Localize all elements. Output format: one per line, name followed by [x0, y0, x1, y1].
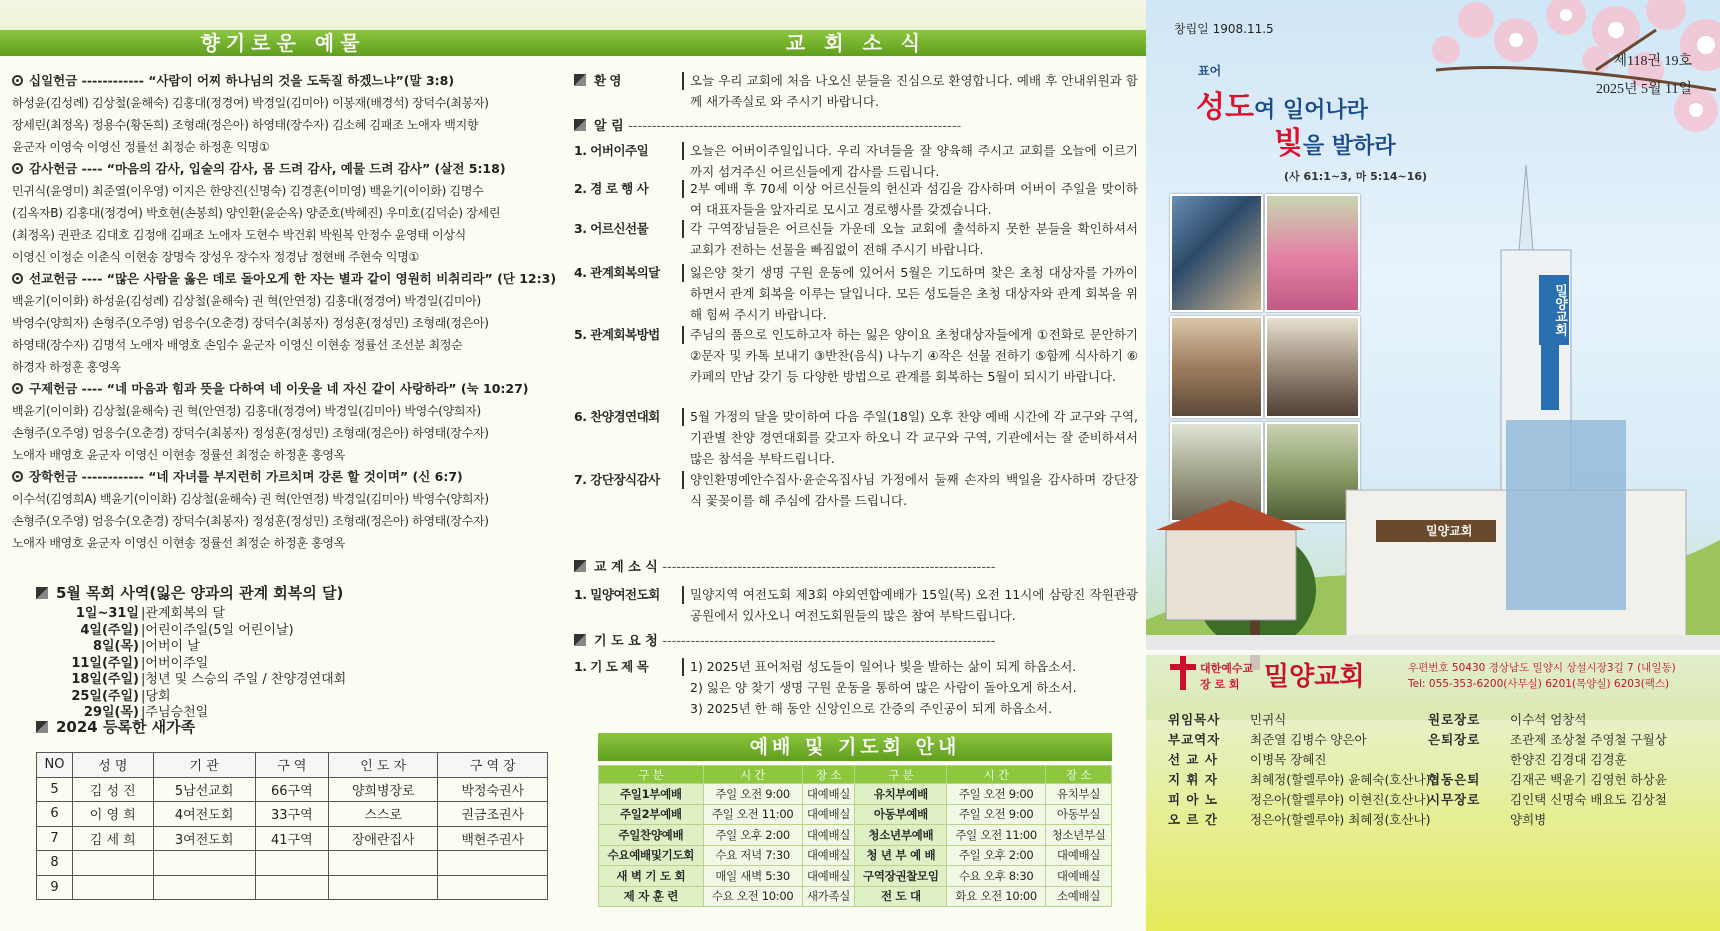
- notice-label: 4. 관계회복의달: [574, 265, 660, 280]
- table-cell: [438, 875, 548, 900]
- staff-row: [1428, 730, 1667, 750]
- denomination: 대한예수교 장 로 회: [1200, 662, 1254, 691]
- table-cell: 33구역: [255, 802, 328, 827]
- table-row: [599, 886, 1112, 907]
- table-header: 인 도 자: [328, 753, 438, 778]
- table-row: [37, 826, 548, 851]
- table-cell: 청소년부예배: [855, 825, 947, 846]
- table-row: [599, 804, 1112, 825]
- schedule-row: [36, 689, 346, 706]
- circle-bullet-icon: [12, 383, 23, 394]
- staff-names: 김재곤 백윤기 김영헌 하상윤: [1510, 772, 1667, 787]
- notice-text: 오늘은 어버이주일입니다. 우리 자녀들을 잘 양육해 주시고 교회를 오늘에 이르기까지 섬겨주신 어르신들에게 감사를 드립니다.: [690, 143, 1138, 179]
- schedule-date: 18일(주일): [71, 672, 139, 687]
- table-cell: 김 세 희: [72, 826, 153, 851]
- table-cell: 스스로: [328, 802, 438, 827]
- offering-names: 노애자 배영호 윤군자 이영신 이현송 정률선 최정순 하정훈 홍영옥: [12, 448, 346, 462]
- notice-item: [574, 140, 1138, 182]
- staff-role: 지 휘 자: [1168, 772, 1218, 787]
- offering-names: 민귀식(윤영미) 최준열(이우영) 이지은 한양진(신명숙) 김경훈(이미영) 백윤기(이이화) 김명수: [12, 184, 484, 198]
- staff-row: [1168, 770, 1430, 790]
- offering-names: 백윤기(이이화) 하성윤(김성례) 김상철(윤해숙) 권 혁(안연정) 김홍대(정경여) 박경일(김미아): [12, 294, 481, 308]
- staff-names: 최혜정(할렐루야) 윤혜숙(호산나): [1250, 772, 1431, 787]
- table-header: 장 소: [802, 766, 855, 784]
- offering-heading: 구제헌금 ---- “네 마음과 힘과 뜻을 다하여 네 이웃을 네 자신 같이 사랑하라” (눅 10:27): [12, 378, 556, 400]
- table-header: 시 간: [703, 766, 802, 784]
- staff-row: [1168, 790, 1430, 810]
- offering-names: (최정옥) 권판조 김대호 김정애 김패조 노애자 도현수 박건휘 박원복 안정수 윤영태 이상식: [12, 228, 466, 242]
- staff-names: 양희병: [1510, 812, 1547, 827]
- offering-names: 이수석(김영희A) 백윤기(이이화) 김상철(윤해숙) 권 혁(안연정) 박경일(김미아) 박영수(양희자): [12, 492, 489, 506]
- table-cell: [438, 851, 548, 876]
- schedule-sep: |: [141, 622, 146, 638]
- table-cell: 주일 오전 11:00: [947, 825, 1046, 846]
- table-cell: [72, 875, 153, 900]
- table-cell: 주일찬양예배: [599, 825, 704, 846]
- motto-verse: (사 61:1~3, 마 5:14~16): [1284, 170, 1428, 183]
- table-cell: 주일 오후 2:00: [703, 825, 802, 846]
- table-cell: 백현주권사: [438, 826, 548, 851]
- notice-item: [574, 178, 1138, 220]
- schedule-row: [36, 656, 346, 673]
- staff-names: 김인택 신명숙 배요도 김상철: [1510, 792, 1667, 807]
- table-cell: 유치부예배: [855, 784, 947, 805]
- table-cell: 청소년부실: [1046, 825, 1112, 846]
- table-cell: 구역장권찰모임: [855, 866, 947, 887]
- table-cell: 수요 오전 10:00: [703, 886, 802, 907]
- notice-item: [574, 324, 1138, 387]
- table-cell: 7: [37, 826, 73, 851]
- staff-list-right: [1428, 710, 1667, 830]
- notice-heading: 알 림 -----------------------------------------------------------------------: [574, 117, 1138, 137]
- motto-label: 표어: [1198, 64, 1222, 78]
- notice-label: 2. 경 로 행 사: [574, 181, 649, 196]
- offering-names: 손형주(오주영) 엄응수(오춘경) 장덕수(최봉자) 정성훈(정성민) 조형래(정은아) 하영태(장수자): [12, 514, 489, 528]
- table-cell: [255, 875, 328, 900]
- table-row: [37, 851, 548, 876]
- table-cell: 전 도 대: [855, 886, 947, 907]
- table-cell: 이 영 희: [72, 802, 153, 827]
- staff-row: [1168, 710, 1430, 730]
- offering-names: 하성윤(김성례) 김상철(윤해숙) 김홍대(정경여) 박경일(김미아) 이봉재(배경석) 장덕수(최봉자): [12, 96, 489, 110]
- table-cell: 주일 오전 9:00: [947, 804, 1046, 825]
- offering-heading: 십일헌금 ------------ “사람이 어찌 하나님의 것을 도둑질 하겠느냐”(말 3:8): [12, 70, 556, 92]
- notice-label: 7. 강단장식감사: [574, 472, 660, 487]
- offering-names: 손형주(오주영) 엄응수(오춘경) 장덕수(최봉자) 정성훈(정성민) 조형래(정은아) 하영태(장수자): [12, 426, 489, 440]
- offering-heading: 장학헌금 ------------ “네 자녀를 부지런히 가르치며 강론 할 것이며” (신 6:7): [12, 466, 556, 488]
- church-building-illustration: [1146, 160, 1720, 720]
- schedule-event: 어버이 날: [145, 639, 200, 654]
- table-cell: 주일 오전 9:00: [947, 784, 1046, 805]
- table-cell: 대예배실: [802, 825, 855, 846]
- offerings-panel: [0, 0, 566, 931]
- founded-date: 창립일 1908.11.5: [1174, 22, 1274, 36]
- table-cell: 화요 오전 10:00: [947, 886, 1046, 907]
- schedule-date: 25일(주일): [71, 688, 139, 704]
- notice-text: 2부 예배 후 70세 이상 어르신들의 헌신과 섬김을 감사하며 어버이 주일을 맞이하여 대표자들을 앞자리로 모시고 경로행사를 갖겠습니다.: [690, 181, 1138, 217]
- staff-row: [1428, 810, 1667, 830]
- schedule-sep: |: [141, 705, 146, 720]
- table-cell: 5: [37, 777, 73, 802]
- table-cell: 9: [37, 875, 73, 900]
- table-cell: [72, 851, 153, 876]
- prayer-row: 1. 기 도 제 목 1) 2025년 표어처럼 성도들이 일어나 빛을 발하는 삶이 되게 하옵소서. 2) 잃은 양 찾기 생명 구원 운동을 통하여 많은 사람이 돌아오게 하소서. 3) 2025년 한 해 동안 신앙인으로 간증의 주인공이 되게 하옵소서.: [574, 659, 1077, 716]
- square-bullet-icon: [574, 560, 586, 572]
- notice-text: 양인환명예안수집사·윤순옥집사님 가정에서 둘째 손자의 백일을 감사하며 강단장식 꽃꽂이를 해 주심에 감사를 드립니다.: [690, 472, 1138, 508]
- schedule-row: [36, 606, 346, 623]
- table-header: 구 분: [599, 766, 704, 784]
- square-bullet-icon: [36, 587, 48, 599]
- table-cell: 3여전도회: [153, 826, 255, 851]
- schedule-date: 11일(주일): [71, 655, 139, 671]
- notice-text: 주님의 품으로 인도하고자 하는 잃은 양이요 초청대상자들에게 ①전화로 문안하기 ②문자 및 카톡 보내기 ③반찬(음식) 나누기 ④작은 선물 전하기 ⑤함께 식사하기 ⑥카페의 만남 갖기 등 다양한 방법으로 관계를 회복하는 5월이 되시기 바랍니다.: [690, 327, 1138, 384]
- table-header: 성 명: [72, 753, 153, 778]
- welcome-text: 오늘 우리 교회에 처음 나오신 분들을 진심으로 환영합니다. 예배 후 안내위원과 함께 새가족실로 와 주시기 바랍니다.: [690, 73, 1138, 109]
- notice-item: [574, 218, 1138, 260]
- table-cell: 장애란집사: [328, 826, 438, 851]
- table-header: 구 역: [255, 753, 328, 778]
- table-cell: [153, 875, 255, 900]
- schedule-sep: |: [141, 688, 146, 704]
- offering-names: 박영수(양희자) 손형주(오주영) 엄응수(오춘경) 장덕수(최봉자) 정성훈(정성민) 조형래(정은아): [12, 316, 489, 330]
- table-cell: 아동부실: [1046, 804, 1112, 825]
- motto-line-2: 빛을 발하라: [1274, 126, 1396, 161]
- schedule-event: 어린이주일(5일 어린이날): [145, 622, 294, 638]
- table-cell: 수요예배및기도회: [599, 845, 704, 866]
- schedule-sep: |: [141, 639, 146, 654]
- staff-names: 정은아(할렐루야) 이현진(호산나): [1250, 792, 1431, 807]
- staff-role: 피 아 노: [1168, 792, 1218, 807]
- table-cell: 매일 새벽 5:30: [703, 866, 802, 887]
- cover-panel: [1146, 0, 1720, 931]
- table-cell: [153, 851, 255, 876]
- table-header: 기 관: [153, 753, 255, 778]
- table-header: NO: [37, 753, 73, 778]
- table-cell: 대예배실: [802, 866, 855, 887]
- offering-names: 하영태(장수자) 김명석 노애자 배영호 손임수 윤군자 이영신 이현송 정률선 조선분 최정순: [12, 338, 463, 352]
- table-cell: 청 년 부 예 배: [855, 845, 947, 866]
- staff-role: [1428, 750, 1510, 770]
- offering-names: 하경자 하정훈 홍영옥: [12, 360, 121, 374]
- news-title: 교 회 소 식: [785, 31, 927, 55]
- tower-sign: 밀양교회: [1539, 275, 1569, 345]
- table-cell: 8: [37, 851, 73, 876]
- staff-role: 부교역자: [1168, 732, 1221, 747]
- staff-names: 최준열 김병수 양은아: [1250, 732, 1367, 747]
- table-row: [599, 845, 1112, 866]
- offerings-title: 향기로운 예물: [200, 31, 366, 55]
- may-schedule-title: 5월 목회 사역(잃은 양과의 관계 회복의 달): [36, 582, 343, 603]
- cross-logo-icon: [1170, 656, 1196, 690]
- table-cell: [255, 851, 328, 876]
- contact-info: 우편번호 50430 경상남도 밀양시 상설시장3길 7 (내일동) Tel: 055-353-6200(사무실) 6201(목양실) 6203(팩스): [1408, 662, 1676, 690]
- notice-item: [574, 406, 1138, 469]
- table-row: [599, 866, 1112, 887]
- table-row: [599, 784, 1112, 805]
- motto-line-1: 성도여 일어나라: [1196, 90, 1368, 125]
- schedule-sep: |: [141, 606, 146, 621]
- table-row: [37, 875, 548, 900]
- table-cell: 제 자 훈 련: [599, 886, 704, 907]
- table-cell: 대예배실: [1046, 866, 1112, 887]
- square-bullet-icon: [574, 74, 586, 86]
- square-bullet-icon: [574, 119, 586, 131]
- news-header: [566, 0, 1146, 56]
- staff-names: 정은아(할렐루야) 최혜정(호산나): [1250, 812, 1431, 827]
- notice-item: [574, 469, 1138, 511]
- table-cell: [328, 875, 438, 900]
- schedule-event: 관계회복의 달: [145, 606, 225, 621]
- staff-role: 원로장로: [1428, 712, 1481, 727]
- schedule-date: 4일(주일): [80, 622, 139, 638]
- table-cell: 수요 저녁 7:30: [703, 845, 802, 866]
- table-cell: 66구역: [255, 777, 328, 802]
- staff-role: 선 교 사: [1168, 752, 1218, 767]
- staff-names: 한양진 김경대 김경훈: [1510, 752, 1627, 767]
- schedule-date: 1일~31일: [75, 606, 139, 621]
- prayer-heading: 기 도 요 청 -----------------------------------------------------------------------: [574, 632, 1138, 652]
- offering-names: 백윤기(이이화) 김상철(윤해숙) 권 혁(안연정) 김홍대(정경여) 박경일(김미아) 박영수(양희자): [12, 404, 481, 418]
- table-row: [37, 802, 548, 827]
- notice-label: 5. 관계회복방법: [574, 327, 660, 342]
- offering-names: 장세린(최정옥) 정용수(황돈희) 조형래(정은아) 하영태(장수자) 김소혜 김패조 노애자 백지향: [12, 118, 479, 132]
- offering-list: [12, 70, 556, 554]
- staff-role: 오 르 간: [1168, 812, 1218, 827]
- schedule-row: [36, 639, 346, 656]
- offering-names: (김옥자B) 김홍대(정경여) 박호현(손봉희) 양인환(윤순옥) 양준호(박혜진) 우미호(김덕순) 장세린: [12, 206, 501, 220]
- staff-role: 협동은퇴: [1428, 772, 1481, 787]
- welcome-row: 환 영 오늘 우리 교회에 처음 나오신 분들을 진심으로 환영합니다. 예배 후 안내위원과 함께 새가족실로 와 주시기 바랍니다.: [574, 70, 1138, 112]
- staff-row: [1428, 790, 1667, 810]
- table-row: [37, 777, 548, 802]
- table-cell: 대예배실: [802, 804, 855, 825]
- table-cell: 소예배실: [1046, 886, 1112, 907]
- schedule-row: [36, 623, 346, 640]
- table-header: 구 역 장: [438, 753, 548, 778]
- staff-names: 이병목 장혜진: [1250, 752, 1327, 767]
- staff-row: [1428, 710, 1667, 730]
- table-header: 구 분: [855, 766, 947, 784]
- table-cell: 새 벽 기 도 회: [599, 866, 704, 887]
- staff-list-left: [1168, 710, 1430, 830]
- staff-row: [1428, 770, 1667, 790]
- offering-names: 이영신 이정순 이춘식 이현송 장명숙 장성우 장수자 정경남 정현배 주현숙 익명①: [12, 250, 419, 264]
- table-cell: 주일1부예배: [599, 784, 704, 805]
- table-cell: 대예배실: [1046, 845, 1112, 866]
- schedule-row: [36, 672, 346, 689]
- staff-role: 위임목사: [1168, 712, 1221, 727]
- circle-bullet-icon: [12, 163, 23, 174]
- table-cell: 양희병장로: [328, 777, 438, 802]
- new-family-table: [36, 752, 548, 900]
- may-schedule: [36, 606, 346, 722]
- schedule-sep: |: [141, 672, 146, 687]
- table-cell: [328, 851, 438, 876]
- offerings-header: [0, 0, 566, 56]
- square-bullet-icon: [574, 634, 586, 646]
- circle-bullet-icon: [12, 75, 23, 86]
- staff-row: [1168, 730, 1430, 750]
- table-cell: 41구역: [255, 826, 328, 851]
- table-cell: 주일 오전 11:00: [703, 804, 802, 825]
- table-cell: 대예배실: [802, 784, 855, 805]
- circle-bullet-icon: [12, 471, 23, 482]
- notice-label: 6. 찬양경연대회: [574, 409, 660, 424]
- schedule-event: 주님승천일: [145, 705, 209, 720]
- schedule-event: 어버이주일: [145, 655, 209, 671]
- table-header: 시 간: [947, 766, 1046, 784]
- staff-names: 조관제 조상철 주영철 구월상: [1510, 732, 1667, 747]
- issue-info: 제118권 19호 2025년 5월 11일: [1595, 54, 1692, 97]
- table-cell: 대예배실: [802, 845, 855, 866]
- region-row: 1. 밀양여전도회 밀양지역 여전도회 제3회 야외연합예배가 15일(목) 오전 11시에 삼랑진 작원관광공원에서 있사오니 여전도회원들의 많은 참여 부탁드립니다.: [574, 587, 1138, 623]
- notice-text: 잃은양 찾기 생명 구원 운동에 있어서 5월은 기도하며 찾은 초청 대상자를 가까이 하면서 관계 회복을 이루는 달입니다. 모든 성도들은 초청 대상자와 관계 회복을 위해 힘써 주시기 바랍니다.: [690, 265, 1138, 322]
- offering-heading: 감사헌금 ---- “마음의 감사, 입술의 감사, 몸 드려 감사, 예물 드려 감사” (살전 5:18): [12, 158, 556, 180]
- offering-names: 노애자 배영호 윤군자 이영신 이현송 정률선 최정순 하정훈 홍영옥: [12, 536, 346, 550]
- new-family-title: 2024 등록한 새가족: [36, 716, 195, 737]
- worship-title: 예배 및 기도회 안내: [598, 733, 1112, 761]
- staff-role: 은퇴장로: [1428, 732, 1481, 747]
- table-cell: 아동부예배: [855, 804, 947, 825]
- staff-row: [1168, 810, 1430, 830]
- table-cell: 주일 오전 9:00: [703, 784, 802, 805]
- staff-names: 이수석 엄창석: [1510, 712, 1587, 727]
- table-cell: 유치부실: [1046, 784, 1112, 805]
- staff-names: 민귀식: [1250, 712, 1287, 727]
- table-cell: 4여전도회: [153, 802, 255, 827]
- region-heading: 교 계 소 식 -----------------------------------------------------------------------: [574, 558, 1138, 578]
- table-cell: 박정숙권사: [438, 777, 548, 802]
- square-bullet-icon: [36, 721, 48, 733]
- staff-row: [1428, 750, 1667, 770]
- worship-table: [598, 765, 1112, 907]
- notice-text: 각 구역장님들은 어르신들 가운데 오늘 교회에 출석하지 못한 분들을 확인하셔서 교회가 전하는 선물을 빠짐없이 전해 주시기 바랍니다.: [690, 221, 1138, 257]
- offering-names: 윤군자 이영숙 이영신 정률선 최정순 하정훈 익명①: [12, 140, 270, 154]
- table-cell: 6: [37, 802, 73, 827]
- table-cell: 수요 오후 8:30: [947, 866, 1046, 887]
- church-name: 밀양교회: [1264, 662, 1365, 692]
- notice-label: 1. 어버이주일: [574, 143, 649, 158]
- table-cell: 주일 오후 2:00: [947, 845, 1046, 866]
- notice-text: 5월 가정의 달을 맞이하여 다음 주일(18일) 오후 찬양 예배 시간에 각 교구와 구역, 기관별 찬양 경연대회를 갖고자 하오니 각 교구와 구역, 기관에서는 잘 준비하셔서 많은 참석을 부탁드립니다.: [690, 409, 1138, 466]
- schedule-event: 당회: [145, 688, 171, 704]
- offering-heading: 선교헌금 ---- “많은 사람을 옳은 데로 돌아오게 한 자는 별과 같이 영원히 비취리라” (단 12:3): [12, 268, 556, 290]
- building-sign: 밀양교회: [1426, 524, 1473, 538]
- table-cell: 새가족실: [802, 886, 855, 907]
- schedule-event: 청년 및 스승의 주일 / 찬양경연대회: [145, 672, 347, 687]
- notice-item: [574, 262, 1138, 325]
- table-cell: 권금조권사: [438, 802, 548, 827]
- table-cell: 김 성 진: [72, 777, 153, 802]
- staff-row: [1168, 750, 1430, 770]
- circle-bullet-icon: [12, 273, 23, 284]
- table-cell: 5남선교회: [153, 777, 255, 802]
- table-row: [599, 825, 1112, 846]
- staff-role: [1428, 810, 1510, 830]
- schedule-sep: |: [141, 655, 146, 671]
- schedule-date: 29일(목): [83, 705, 139, 720]
- table-header: 장 소: [1046, 766, 1112, 784]
- staff-role: 시무장로: [1428, 792, 1481, 807]
- schedule-date: 8일(목): [92, 639, 139, 654]
- table-cell: 주일2부예배: [599, 804, 704, 825]
- notice-label: 3. 어르신선물: [574, 221, 649, 236]
